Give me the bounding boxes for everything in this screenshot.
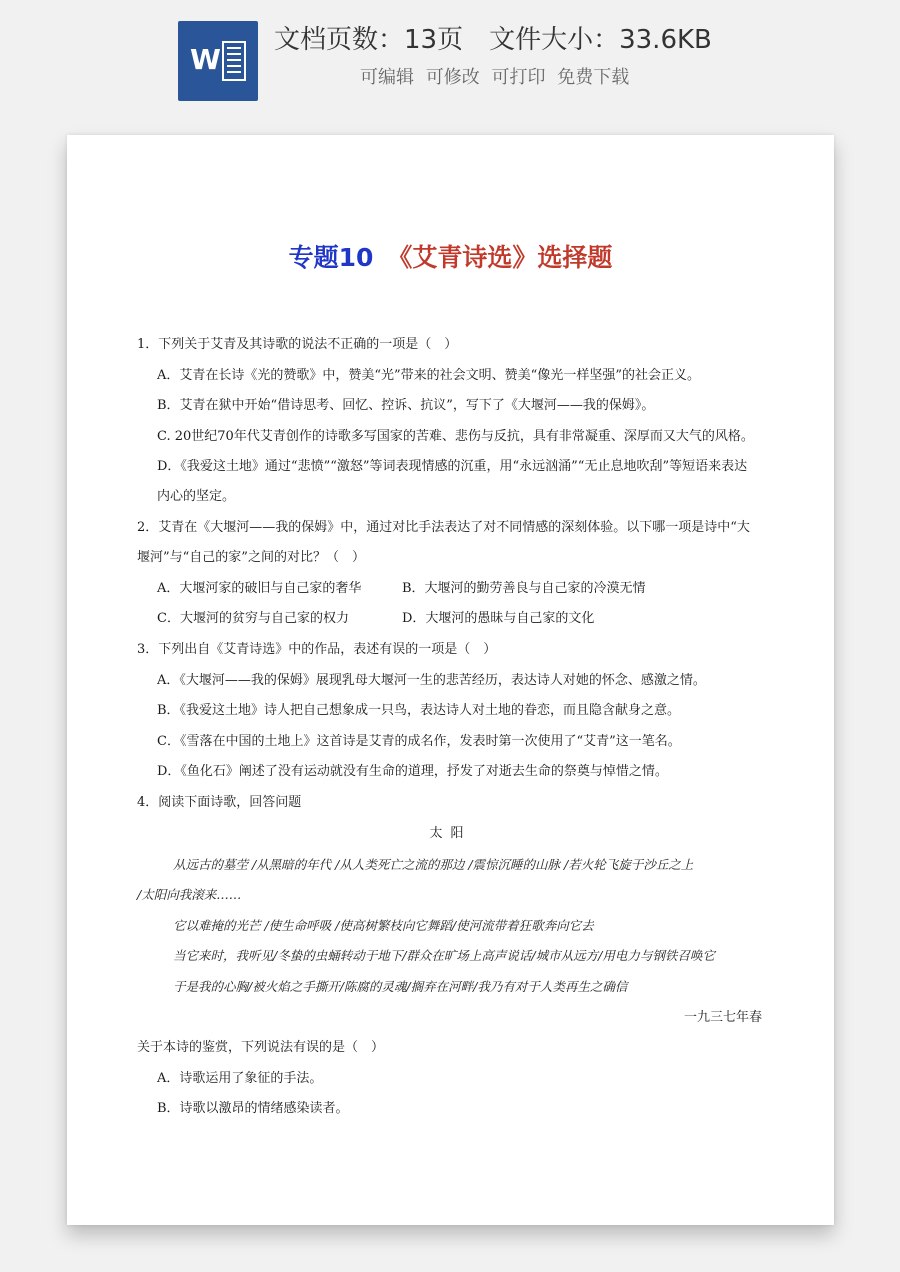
question-1-option-d: D．《我爱这土地》通过“悲愤”“激怒”等词表现情感的沉重，用“永远汹涌”“无止息地吹刮”等短语来表达 (157, 459, 748, 474)
word-document-icon (178, 21, 258, 101)
poem-line: 当它来时，我听见/冬蛰的虫蛹转动于地下/群众在旷场上高声说话/城市从远方/用电力与钢铁召唤它 (173, 948, 715, 963)
document-page (67, 135, 834, 1225)
poem-title: 太阳 (429, 826, 472, 841)
poem-date: 一九三七年春 (683, 1010, 762, 1025)
question-3-option-a: A．《大堰河——我的保姆》展现乳母大堰河一生的悲苦经历，表达诗人对她的怀念、感激之情。 (157, 673, 706, 688)
question-1-option-b: B．艾青在狱中开始“借诗思考、回忆、控诉、抗议”，写下了《大堰河——我的保姆》。 (157, 398, 655, 413)
question-1-stem: 1．下列关于艾青及其诗歌的说法不正确的一项是（ ） (137, 337, 458, 352)
question-2-option-c: C．大堰河的贫穷与自己家的权力 (157, 611, 349, 626)
feature-free-download: 免费下载 (557, 67, 630, 88)
feature-printable: 可打印 (491, 67, 546, 88)
question-1-option-c: C. 20世纪70年代艾青创作的诗歌多写国家的苦难、悲伤与反抗，具有非常凝重、深厚而又大气的风格。 (157, 429, 754, 444)
question-2-option-a: A．大堰河家的破旧与自己家的奢华 (157, 581, 362, 596)
document-title (67, 240, 834, 276)
file-size: 文件大小：33.6KB (489, 25, 712, 55)
feature-list (360, 64, 635, 92)
question-3-stem: 3．下列出自《艾青诗选》中的作品，表述有误的一项是（ ） (137, 642, 497, 657)
poem-line: 从远古的墓茔 /从黑暗的年代 /从人类死亡之流的那边 /震惊沉睡的山脉 /若火轮飞旋于沙丘之上 (173, 857, 694, 872)
poem-line: 于是我的心胸/被火焰之手撕开/陈腐的灵魂/搁弃在河畔/我乃有对于人类再生之确信 (173, 979, 628, 994)
question-2-option-d: D．大堰河的愚昧与自己家的文化 (402, 611, 595, 626)
question-2-option-b: B．大堰河的勤劳善良与自己家的冷漠无情 (402, 581, 646, 596)
question-3-option-b: B．《我爱这土地》诗人把自己想象成一只鸟，表达诗人对土地的眷恋，而且隐含献身之意。 (157, 703, 681, 718)
question-4-stem: 4．阅读下面诗歌，回答问题 (137, 795, 302, 810)
question-3-option-d: D．《鱼化石》阐述了没有运动就没有生命的道理，抒发了对逝去生命的祭奠与悼惜之情。 (157, 764, 668, 779)
question-2-stem-cont: 堰河”与“自己的家”之间的对比？（ ） (137, 550, 365, 565)
question-3-option-c: C．《雪落在中国的土地上》这首诗是艾青的成名作，发表时第一次使用了“艾青”这一笔名。 (157, 734, 681, 749)
question-4-option-a: A．诗歌运用了象征的手法。 (157, 1071, 323, 1086)
word-icon-letter: W (190, 43, 221, 76)
document-lines-icon (222, 41, 246, 81)
file-info (274, 20, 712, 60)
question-4-sub-stem: 关于本诗的鉴赏，下列说法有误的是（ ） (137, 1040, 385, 1055)
feature-modifiable: 可修改 (425, 67, 480, 88)
poem-line: 它以难掩的光芒 /使生命呼吸 /使高树繁枝向它舞蹈/使河流带着狂歌奔向它去 (173, 918, 594, 933)
question-4-option-b: B．诗歌以激昂的情绪感染读者。 (157, 1101, 349, 1116)
question-1-option-a: A．艾青在长诗《光的赞歌》中，赞美“光”带来的社会文明、赞美“像光一样坚强”的社会正义。 (157, 368, 700, 383)
title-topic-name: 《艾青诗选》选择题 (387, 243, 613, 272)
question-1-option-d-cont: 内心的坚定。 (157, 489, 236, 504)
poem-line: /太阳向我滚来…… (137, 887, 242, 902)
page-count: 文档页数：13页 (274, 25, 464, 55)
feature-editable: 可编辑 (360, 67, 414, 88)
title-topic-number: 专题10 (288, 243, 374, 272)
question-2-stem: 2．艾青在《大堰河——我的保姆》中，通过对比手法表达了对不同情感的深刻体验。以下哪一项是诗中“大 (137, 520, 750, 535)
download-banner (0, 0, 900, 120)
